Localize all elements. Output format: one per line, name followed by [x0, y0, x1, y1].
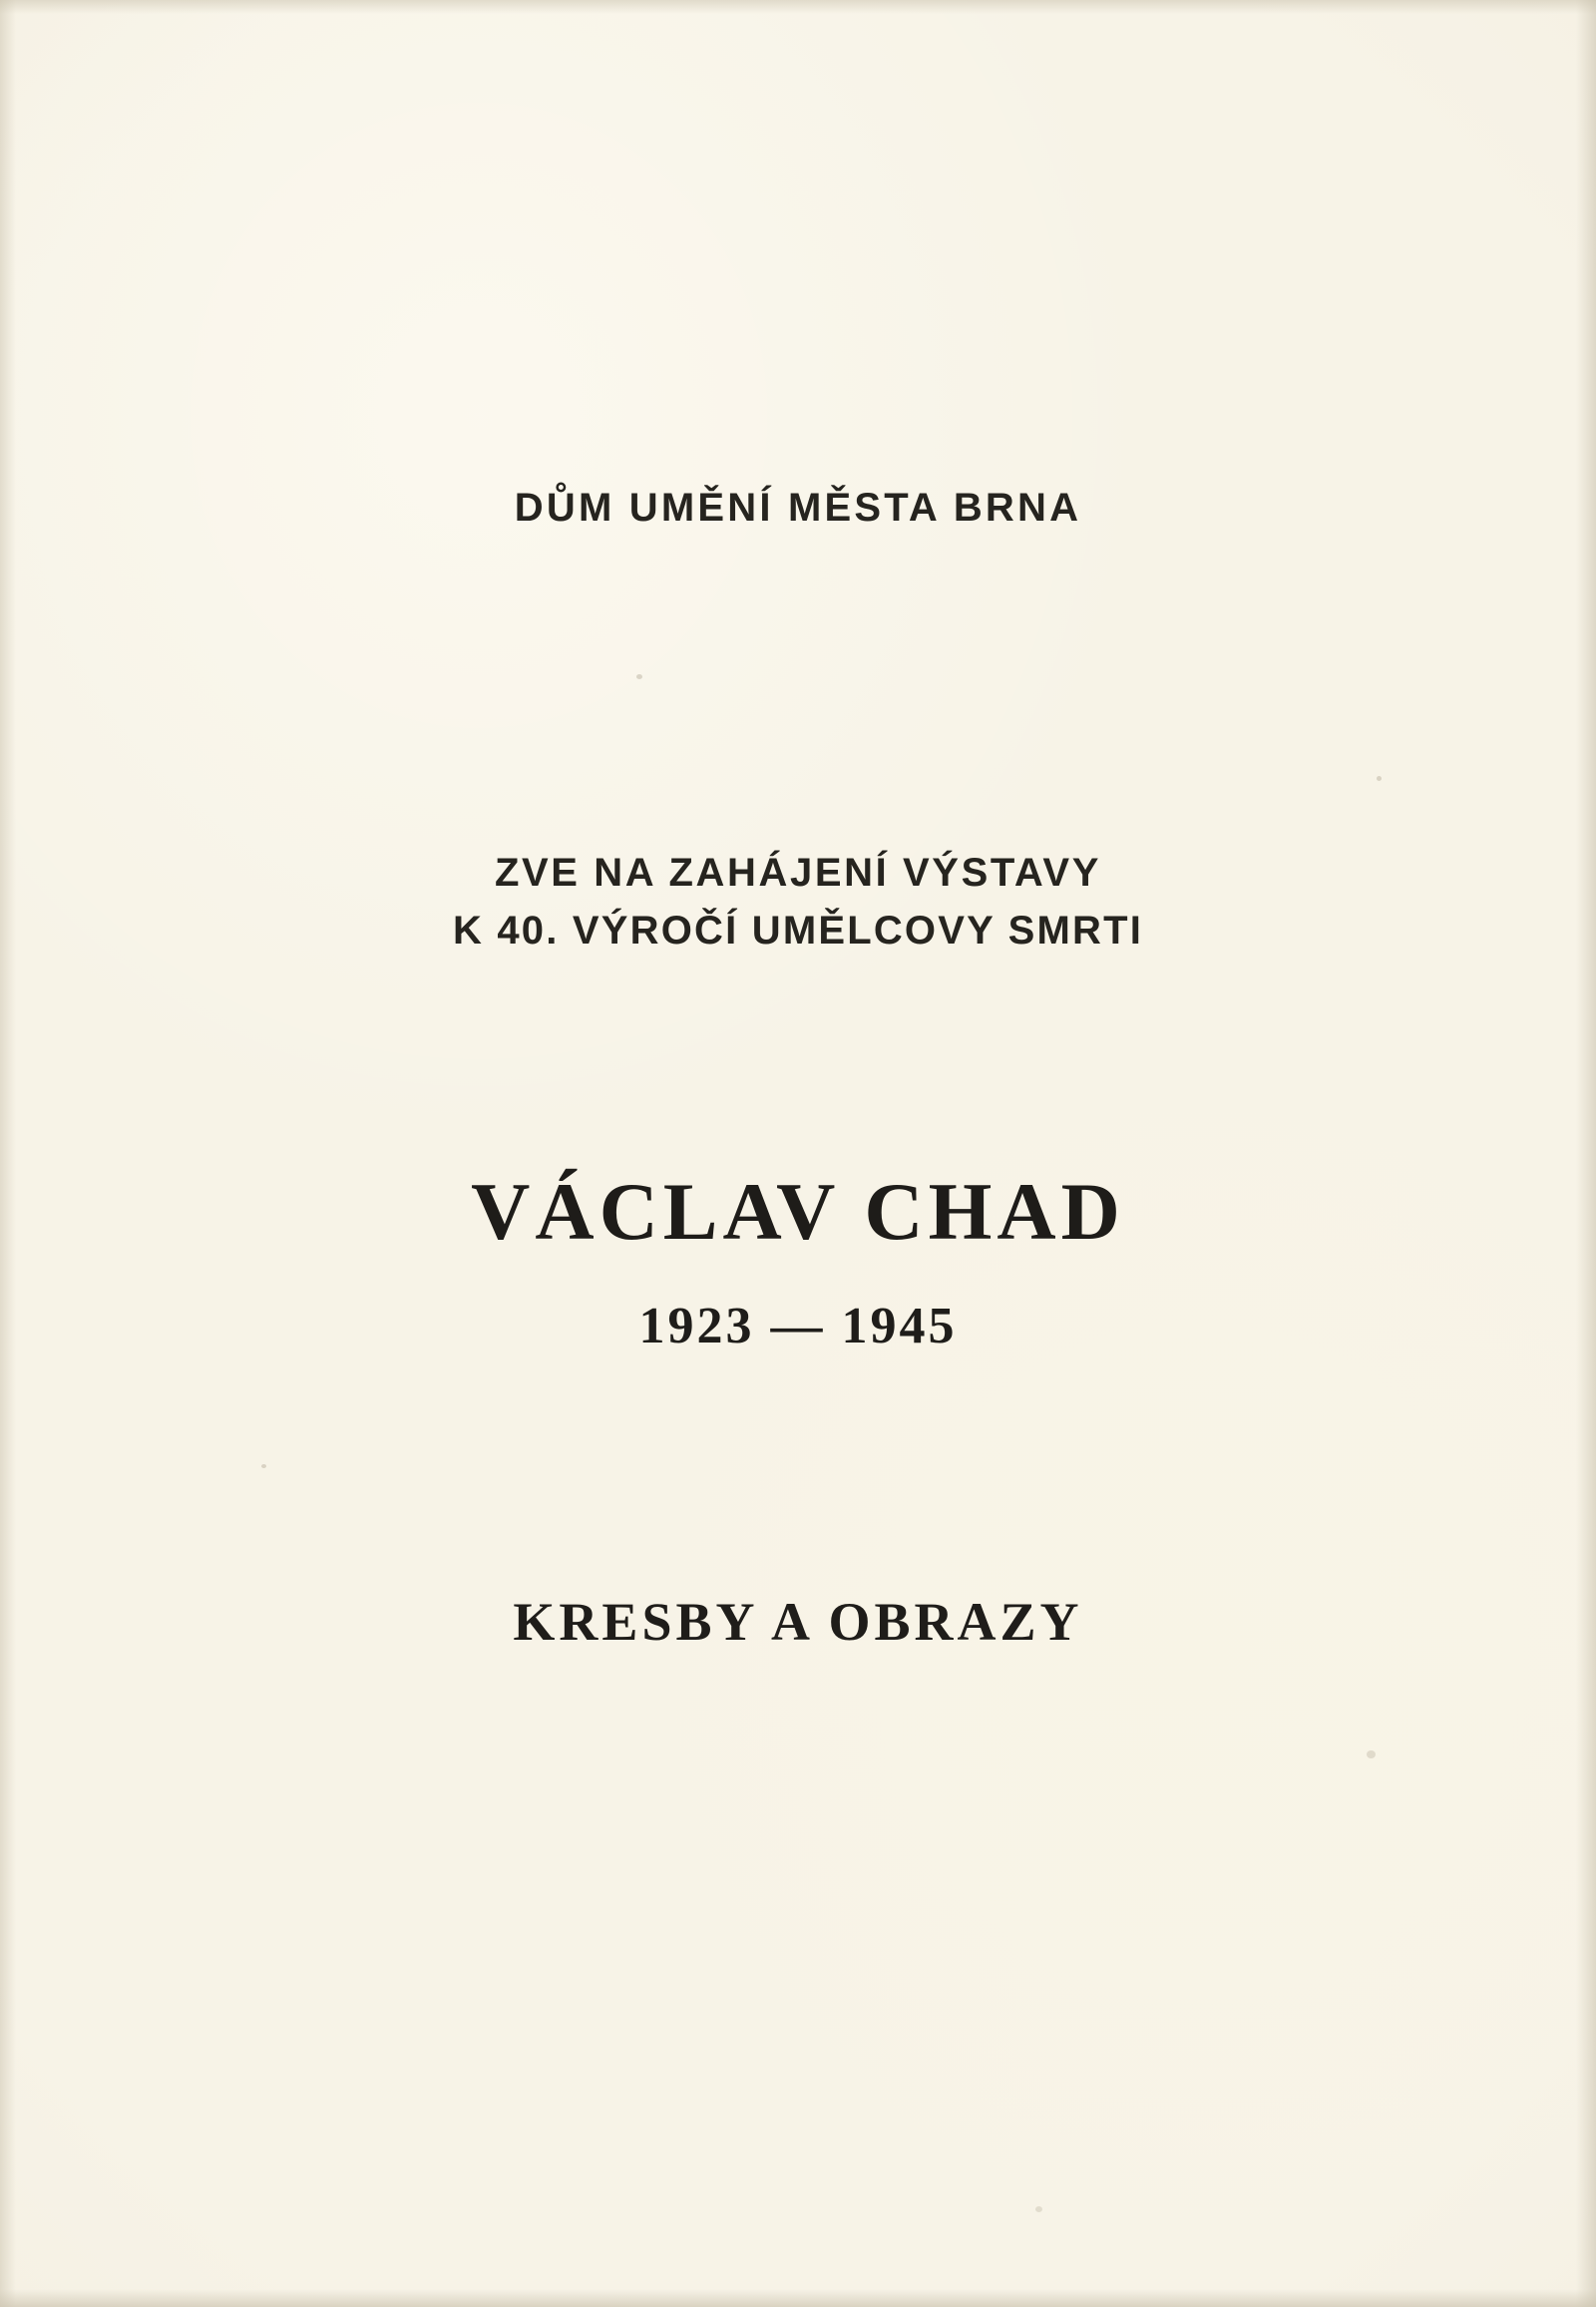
invitation-line-1: ZVE NA ZAHÁJENÍ VÝSTAVY	[494, 851, 1101, 895]
invitation-line-2: K 40. VÝROČÍ UMĚLCOVY SMRTI	[452, 909, 1144, 953]
exhibition-subject: KRESBY A OBRAZY	[513, 1592, 1083, 1652]
artist-life-years: 1923 — 1945	[638, 1298, 958, 1354]
invitation-text	[453, 844, 1143, 960]
institution-title: DŮM UMĚNÍ MĚSTA BRNA	[514, 486, 1082, 530]
artist-name: VÁCLAV CHAD	[471, 1166, 1125, 1257]
